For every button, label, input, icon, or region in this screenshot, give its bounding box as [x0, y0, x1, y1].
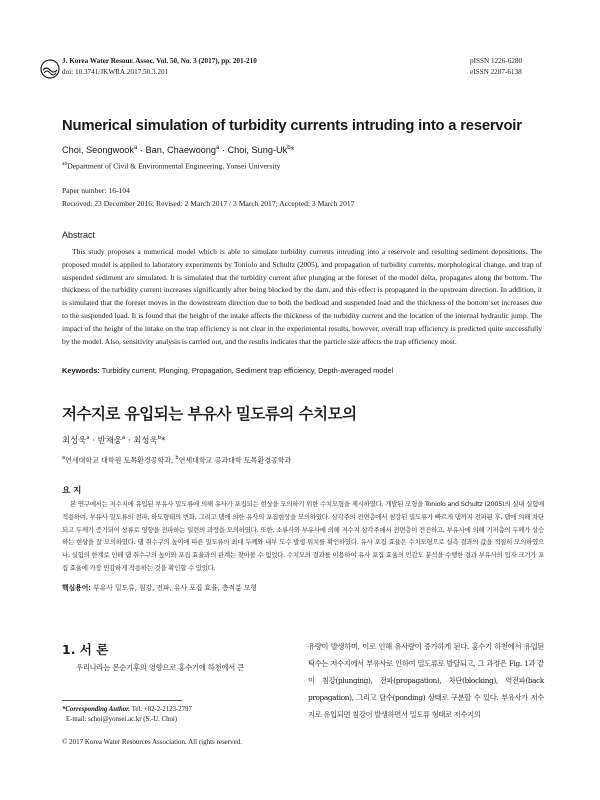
intro-heading: 1. 서 론 — [62, 642, 109, 657]
abstract-heading: Abstract — [62, 230, 96, 240]
corresponding-author-footnote: *Corresponding Author. Tel: +82-2-2123-2797 E-mail: schoi@yonsei.ac.kr (S.-U. Choi) — [62, 706, 192, 723]
journal-logo-icon — [40, 58, 60, 80]
abstract-text-en: This study proposes a numerical model which is able to simulate turbidity currents intruding into a reservoir and resulting sediment depositions. The proposed model is applied to laboratory experiments by Toniolo and Schultz (2005), and propagation of turbidity currents, morphological change, and trap of suspended sediment are simulated. It is simulated that the turbidity current after plunging at the foreset of the model delta, propagates along the bottom. The thickness of the turbidity current increases significantly after being blocked by the dam, and this effect is propagated in the upstream direction. In addition, it is simulated that the foreset moves in the downstream direction due to both the bedload and suspended load and the thickness of the bottom set increases due to the suspended load. It is found that the height of the intake affects the thickness of the turbidity current and the location of the internal hydraulic jump. The impact of the height of the intake on the trap efficiency is not clear in the experimental results, however, overall trap efficiency is predicted quite successfully by the model. Also, sensitivity analysis is carried out, and the results indicates that the particle size affects the trap efficiency most. — [62, 247, 542, 346]
intro-text-left: 우리나라는 몬순기후의 영향으로 홍수기에 하천에서 큰 — [76, 663, 245, 672]
doi-link[interactable]: doi: 10.3741/JKWRA.2017.50.3.201 — [62, 68, 169, 76]
paper-title-en: Numerical simulation of turbidity currents intruding into a reservoir — [62, 118, 522, 134]
footnote-divider — [62, 700, 182, 701]
keywords-ko: 핵심용어: 부유사 밀도류, 침강, 전파, 유사 포집 효율, 층적분 모형 — [62, 584, 257, 592]
issn-block — [470, 56, 550, 78]
paper-title-ko: 저수지로 유입되는 부유사 밀도류의 수치모의 — [62, 405, 357, 423]
paper-number: Paper number: 16-104 — [62, 186, 130, 195]
authors-ko: 최성욱$^a$ · 반채웅$^a$ · 최성욱$^b$* — [62, 435, 166, 445]
received-dates: Received: 23 December 2016; Revised: 2 March 2017 / 3 March 2017; Accepted: 3 March 2017 — [62, 199, 355, 208]
journal-header — [62, 56, 402, 78]
affiliation-ko: $^a$연세대학교 대학원 토목환경공학과, $^b$연세대학교 공과대학 토목환경공학과 — [62, 455, 292, 465]
abstract-text-ko: 본 연구에서는 저수지에 유입된 부유사 밀도류에 의해 유사가 포집되는 현상을 모의하기 위한 수치모형을 제시하였다. 개발된 모형을 Toniolo and Schultz (2005)의 실내 실험에 적용하여, 부유사 밀도류의 전파, 하도형태의 변화, 그리고 댐에 의한 유사의 포집현상을 모의하였다. 삼각주의 전면층에서 침강된 밀도류가 빠르게 댐까지 전파된 후, 댐에 의해 차단되고 두께가 증가되어 상류로 영향을 전파하는 일련의 과정을 모의하였다. 또한, 소류사와 부유사에 의해 저수지 삼각주에서 전면층이 전진하고, 부유사에 의해 기저층의 두께가 상승하는 현상을 잘 모의하였다. 댐 취수구의 높이에 따른 밀도류의 최대 두께와 내부 도수 발생 위치를 확인하였다. 유사 포집 효율은 수치모형으로 실측 결과의 값을 적절히 모의하였으나, 실험의 한계로 인해 댐 취수구의 높이와 포집 효율과의 관계는 찾아볼 수 없었다. 수치모의 결과를 이용하여 유사 포집 효율의 민감도 분석을 수행한 결과 부유사의 입자 크기가 포집 효율에 가장 민감하게 작용하는 것을 확인할 수 있었다. — [62, 500, 544, 572]
journal-citation: J. Korea Water Resour. Assoc. Vol. 50, No. 3 (2017), pp. 201-210 — [62, 57, 257, 65]
authors-en: Choi, Seongwook$^a$ · Ban, Chaewoong$^a$ · Choi, Sung-Uk$^b$* — [62, 145, 295, 156]
intro-text-right: 유량이 발생하며, 이로 인해 유사량이 증가하게 된다. 홍수기 하천에서 유입된 탁수는 저수지에서 부유사로 인하여 밀도류로 발달되고, 그 과정은 Fig. 1과 같이 침강(plunging), 전파(propagation), 차단(blocking), 역전파(back propagation), 그리고 담수(ponding) 상태로 구분할 수 있다. 부유사가 저수지로 유입되면 침강이 발생하면서 밀도류 형태로 저수지의 — [308, 642, 544, 719]
keywords-en: Keywords: Turbidity current, Plunging, Propagation, Sediment trap efficiency, Depth-averaged model — [62, 366, 394, 375]
eissn: eISSN 2287-6138 — [470, 68, 522, 76]
pissn: pISSN 1226-6280 — [470, 57, 523, 65]
copyright-notice: © 2017 Korea Water Resources Association. All rights reserved. — [62, 738, 242, 746]
affiliation-en: $^{ab}$Department of Civil & Environmental Engineering, Yonsei University — [62, 161, 281, 171]
abstract-ko-heading: 요 지 — [62, 486, 82, 496]
